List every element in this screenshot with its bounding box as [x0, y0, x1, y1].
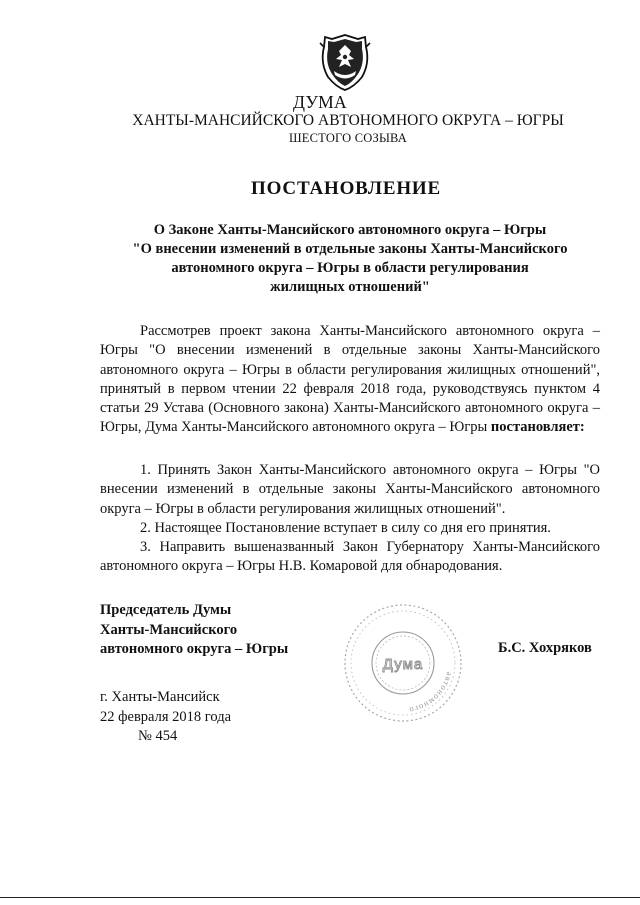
official-stamp — [338, 598, 468, 728]
org-name: ДУМА — [293, 92, 347, 112]
stamp-center-text: Дума — [382, 656, 424, 673]
document-footer — [100, 688, 231, 747]
document-type: ПОСТАНОВЛЕНИЕ — [251, 178, 441, 199]
document-number: № 454 — [138, 728, 178, 744]
signatory-role — [100, 601, 340, 660]
date: 22 февраля 2018 года — [100, 708, 232, 725]
role-line: автономного округа – Югры — [100, 641, 289, 657]
bottom-divider — [0, 897, 640, 898]
stamp-ring-text: автономного — [407, 670, 456, 716]
preamble — [100, 322, 600, 438]
title-line: жилищных отношений" — [270, 279, 430, 295]
signatory-name: Б.С. Хохряков — [498, 640, 592, 656]
svg-text:автономного — [408, 671, 455, 716]
role-line: Ханты-Мансийского — [100, 621, 238, 638]
role-line: Председатель Думы — [100, 602, 232, 618]
org-region: ХАНТЫ-МАНСИЙСКОГО АВТОНОМНОГО ОКРУГА – ЮГРЫ — [132, 112, 564, 129]
document-title — [100, 221, 600, 297]
city: г. Ханты-Мансийск — [100, 689, 220, 705]
preamble-text: Рассмотрев проект закона Ханты-Мансийского автономного округа – Югры "О внесении изменений в отдельные законы Ханты-Мансийского автономного округа – Югры в области регулирования жилищных отношений", принятый в первом чтении 22 февраля 2018 года, руководствуясь пунктом 4 статьи 29 Устава (Основного закона) Ханты-Мансийского автономного округа – Югры, Дума Ханты-Мансийского автономного округа – Югры — [100, 323, 600, 436]
resolution-item: 1. Принять Закон Ханты-Мансийского автономного округа – Югры "О внесении изменений в отдельные законы Ханты-Мансийского автономного округа – Югры в области регулирования жилищных отношений". — [100, 462, 600, 517]
coat-of-arms-icon — [318, 33, 372, 91]
decree-word: постановляет: — [490, 419, 585, 436]
title-line: автономного округа – Югры в области регулирования — [171, 260, 529, 276]
title-line: О Законе Ханты-Мансийского автономного округа – Югры — [153, 222, 547, 238]
resolution-items — [100, 461, 600, 577]
resolution-item: 3. Направить вышеназванный Закон Губернатору Ханты-Мансийского автономного округа – Югры Н.В. Комаровой для обнародования. — [100, 539, 600, 575]
convocation: ШЕСТОГО СОЗЫВА — [288, 131, 408, 145]
preamble-paragraph — [100, 322, 600, 438]
resolution-item: 2. Настоящее Постановление вступает в силу со дня его принятия. — [140, 519, 551, 536]
title-line: "О внесении изменений в отдельные законы Ханты-Мансийского — [132, 241, 568, 257]
